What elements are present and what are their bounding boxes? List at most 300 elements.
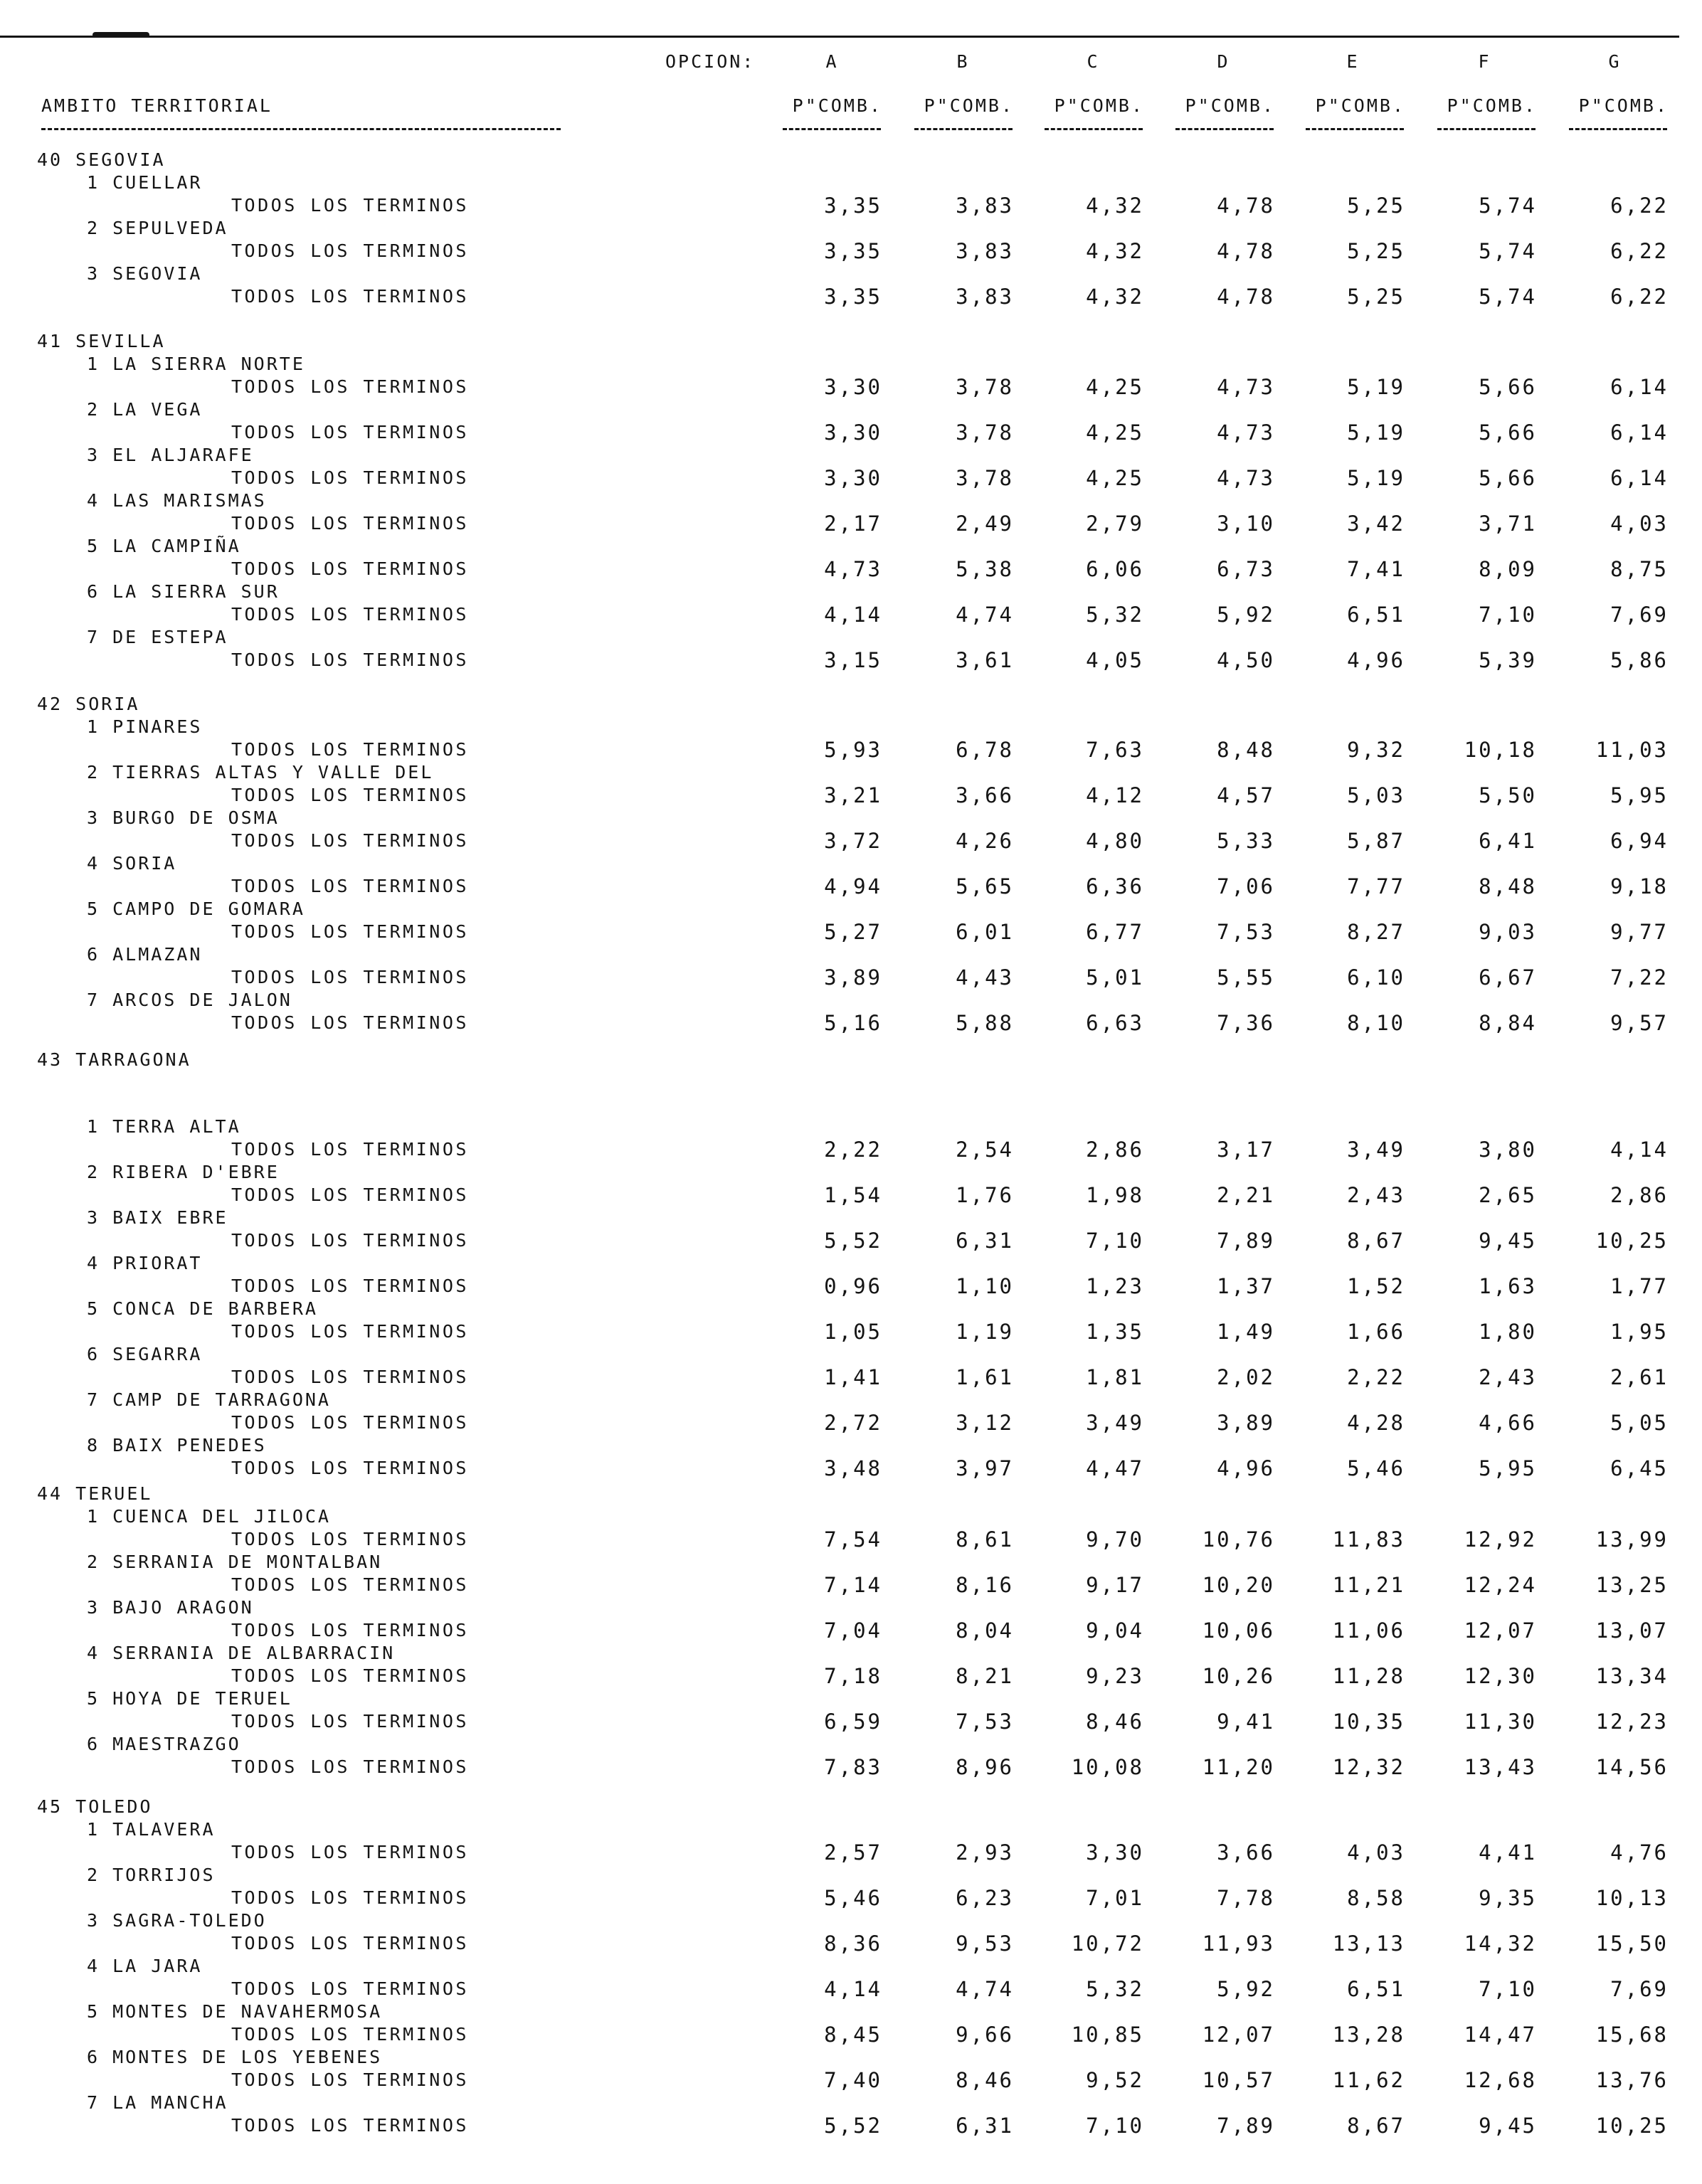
value-cell-a: 7,14: [824, 1573, 882, 1597]
value-cell-e: 11,06: [1332, 1618, 1405, 1643]
value-cell-g: 6,14: [1610, 466, 1669, 490]
province-heading: 44 TERUEL: [37, 1483, 153, 1504]
termino-label: TODOS LOS TERMINOS: [231, 1276, 469, 1296]
value-cell-g: 2,61: [1610, 1365, 1669, 1389]
comarca-label: 6 ALMAZAN: [87, 944, 203, 965]
value-cell-f: 1,80: [1479, 1320, 1537, 1344]
column-letter-a: A: [825, 51, 837, 72]
value-cell-d: 7,89: [1217, 2114, 1275, 2138]
value-cell-a: 3,30: [824, 420, 882, 445]
value-cell-d: 2,21: [1217, 1183, 1275, 1207]
value-cell-f: 12,30: [1464, 1664, 1537, 1688]
value-cell-c: 6,06: [1086, 557, 1144, 581]
column-underline: [1306, 128, 1404, 130]
value-cell-g: 1,95: [1610, 1320, 1669, 1344]
termino-label: TODOS LOS TERMINOS: [231, 650, 469, 670]
value-cell-d: 7,53: [1217, 920, 1275, 944]
value-cell-f: 12,68: [1464, 2068, 1537, 2092]
value-cell-b: 3,78: [956, 375, 1014, 399]
value-cell-b: 8,96: [956, 1755, 1014, 1779]
termino-label: TODOS LOS TERMINOS: [231, 467, 469, 488]
value-cell-g: 1,77: [1610, 1274, 1669, 1298]
value-cell-g: 4,14: [1610, 1138, 1669, 1162]
value-cell-f: 5,74: [1479, 285, 1537, 309]
value-cell-g: 5,05: [1610, 1411, 1669, 1435]
value-cell-d: 5,92: [1217, 1977, 1275, 2001]
value-cell-e: 8,67: [1347, 1229, 1405, 1253]
comarca-label: 1 CUELLAR: [87, 172, 203, 193]
value-cell-d: 12,07: [1202, 2023, 1275, 2047]
value-cell-b: 5,65: [956, 874, 1014, 898]
value-cell-g: 6,22: [1610, 239, 1669, 263]
termino-label: TODOS LOS TERMINOS: [231, 1933, 469, 1954]
termino-label: TODOS LOS TERMINOS: [231, 1711, 469, 1732]
value-cell-g: 5,95: [1610, 783, 1669, 807]
value-cell-g: 15,68: [1595, 2023, 1669, 2047]
value-cell-a: 1,54: [824, 1183, 882, 1207]
comarca-label: 7 ARCOS DE JALON: [87, 990, 292, 1010]
value-cell-b: 8,16: [956, 1573, 1014, 1597]
value-cell-c: 8,46: [1086, 1709, 1144, 1734]
value-cell-b: 5,38: [956, 557, 1014, 581]
comarca-label: 1 TERRA ALTA: [87, 1116, 241, 1137]
value-cell-a: 2,17: [824, 511, 882, 536]
value-cell-f: 8,09: [1479, 557, 1537, 581]
value-cell-f: 12,24: [1464, 1573, 1537, 1597]
comarca-label: 7 LA MANCHA: [87, 2092, 228, 2113]
comarca-label: 6 SEGARRA: [87, 1344, 203, 1364]
value-cell-e: 11,21: [1332, 1573, 1405, 1597]
termino-label: TODOS LOS TERMINOS: [231, 1412, 469, 1433]
value-cell-e: 5,03: [1347, 783, 1405, 807]
value-cell-f: 9,35: [1479, 1886, 1537, 1910]
value-cell-b: 3,97: [956, 1456, 1014, 1480]
value-cell-g: 10,25: [1595, 1229, 1669, 1253]
comarca-label: 4 SORIA: [87, 853, 177, 874]
value-cell-g: 10,25: [1595, 2114, 1669, 2138]
value-cell-a: 1,41: [824, 1365, 882, 1389]
value-cell-e: 2,43: [1347, 1183, 1405, 1207]
value-cell-b: 3,61: [956, 648, 1014, 672]
value-cell-g: 6,94: [1610, 829, 1669, 853]
value-cell-g: 13,07: [1595, 1618, 1669, 1643]
termino-label: TODOS LOS TERMINOS: [231, 785, 469, 805]
value-cell-b: 3,83: [956, 194, 1014, 218]
comarca-label: 1 PINARES: [87, 716, 203, 737]
value-cell-f: 11,30: [1464, 1709, 1537, 1734]
column-subheader-e: P"COMB.: [1315, 95, 1405, 116]
termino-label: TODOS LOS TERMINOS: [231, 921, 469, 942]
value-cell-a: 3,35: [824, 194, 882, 218]
value-cell-c: 4,80: [1086, 829, 1144, 853]
comarca-label: 3 BAJO ARAGON: [87, 1597, 254, 1618]
value-cell-a: 2,72: [824, 1411, 882, 1435]
column-subheader-c: P"COMB.: [1054, 95, 1144, 116]
comarca-label: 3 BURGO DE OSMA: [87, 807, 280, 828]
value-cell-f: 4,66: [1479, 1411, 1537, 1435]
value-cell-b: 8,21: [956, 1664, 1014, 1688]
value-cell-c: 1,23: [1086, 1274, 1144, 1298]
value-cell-e: 5,87: [1347, 829, 1405, 853]
value-cell-f: 5,66: [1479, 375, 1537, 399]
value-cell-e: 8,27: [1347, 920, 1405, 944]
value-cell-a: 4,14: [824, 1977, 882, 2001]
value-cell-c: 9,17: [1086, 1573, 1144, 1597]
value-cell-d: 2,02: [1217, 1365, 1275, 1389]
ambito-underline: [41, 128, 561, 130]
value-cell-c: 3,49: [1086, 1411, 1144, 1435]
value-cell-g: 15,50: [1595, 1931, 1669, 1956]
value-cell-d: 3,17: [1217, 1138, 1275, 1162]
value-cell-f: 13,43: [1464, 1755, 1537, 1779]
value-cell-c: 9,52: [1086, 2068, 1144, 2092]
value-cell-g: 13,25: [1595, 1573, 1669, 1597]
comarca-label: 1 CUENCA DEL JILOCA: [87, 1506, 331, 1527]
value-cell-f: 6,67: [1479, 965, 1537, 990]
value-cell-g: 4,76: [1610, 1840, 1669, 1865]
value-cell-a: 3,35: [824, 285, 882, 309]
comarca-label: 4 SERRANIA DE ALBARRACIN: [87, 1643, 396, 1663]
value-cell-b: 3,66: [956, 783, 1014, 807]
column-underline: [783, 128, 881, 130]
termino-label: TODOS LOS TERMINOS: [231, 376, 469, 397]
column-letter-f: F: [1478, 51, 1489, 72]
value-cell-a: 3,30: [824, 466, 882, 490]
termino-label: TODOS LOS TERMINOS: [231, 1620, 469, 1640]
value-cell-e: 5,46: [1347, 1456, 1405, 1480]
value-cell-d: 3,66: [1217, 1840, 1275, 1865]
value-cell-f: 4,41: [1479, 1840, 1537, 1865]
termino-label: TODOS LOS TERMINOS: [231, 1184, 469, 1205]
value-cell-b: 2,54: [956, 1138, 1014, 1162]
value-cell-e: 6,51: [1347, 1977, 1405, 2001]
value-cell-f: 7,10: [1479, 603, 1537, 627]
value-cell-c: 3,30: [1086, 1840, 1144, 1865]
value-cell-g: 13,34: [1595, 1664, 1669, 1688]
value-cell-e: 1,52: [1347, 1274, 1405, 1298]
value-cell-c: 4,47: [1086, 1456, 1144, 1480]
termino-label: TODOS LOS TERMINOS: [231, 830, 469, 851]
value-cell-d: 4,78: [1217, 239, 1275, 263]
province-heading: 42 SORIA: [37, 694, 140, 714]
value-cell-c: 9,70: [1086, 1527, 1144, 1552]
value-cell-f: 9,45: [1479, 2114, 1537, 2138]
value-cell-e: 5,25: [1347, 194, 1405, 218]
termino-label: TODOS LOS TERMINOS: [231, 1367, 469, 1387]
value-cell-f: 9,03: [1479, 920, 1537, 944]
value-cell-g: 5,86: [1610, 648, 1669, 672]
termino-label: TODOS LOS TERMINOS: [231, 1756, 469, 1777]
termino-label: TODOS LOS TERMINOS: [231, 1321, 469, 1342]
value-cell-c: 1,81: [1086, 1365, 1144, 1389]
comarca-label: 5 CAMPO DE GOMARA: [87, 898, 305, 919]
value-cell-a: 7,18: [824, 1664, 882, 1688]
value-cell-c: 5,32: [1086, 603, 1144, 627]
value-cell-b: 1,19: [956, 1320, 1014, 1344]
value-cell-g: 14,56: [1595, 1755, 1669, 1779]
comarca-label: 2 SEPULVEDA: [87, 218, 228, 238]
value-cell-f: 2,43: [1479, 1365, 1537, 1389]
value-cell-d: 7,36: [1217, 1011, 1275, 1035]
value-cell-f: 8,84: [1479, 1011, 1537, 1035]
value-cell-e: 12,32: [1332, 1755, 1405, 1779]
value-cell-b: 3,78: [956, 420, 1014, 445]
value-cell-b: 6,31: [956, 1229, 1014, 1253]
value-cell-d: 6,73: [1217, 557, 1275, 581]
value-cell-d: 1,49: [1217, 1320, 1275, 1344]
comarca-label: 2 TIERRAS ALTAS Y VALLE DEL: [87, 762, 434, 783]
value-cell-c: 4,32: [1086, 285, 1144, 309]
value-cell-d: 10,20: [1202, 1573, 1275, 1597]
column-subheader-g: P"COMB.: [1578, 95, 1669, 116]
termino-label: TODOS LOS TERMINOS: [231, 1665, 469, 1686]
value-cell-c: 10,72: [1071, 1931, 1144, 1956]
value-cell-b: 8,61: [956, 1527, 1014, 1552]
value-cell-c: 1,35: [1086, 1320, 1144, 1344]
value-cell-a: 3,30: [824, 375, 882, 399]
value-cell-g: 8,75: [1610, 557, 1669, 581]
value-cell-e: 8,58: [1347, 1886, 1405, 1910]
value-cell-d: 4,73: [1217, 466, 1275, 490]
column-letter-b: B: [956, 51, 968, 72]
value-cell-b: 1,76: [956, 1183, 1014, 1207]
value-cell-d: 11,93: [1202, 1931, 1275, 1956]
column-letter-g: G: [1608, 51, 1619, 72]
comarca-label: 4 PRIORAT: [87, 1253, 203, 1273]
value-cell-b: 2,93: [956, 1840, 1014, 1865]
termino-label: TODOS LOS TERMINOS: [231, 876, 469, 896]
ink-mark: [92, 32, 149, 38]
top-rule: [0, 36, 1679, 38]
column-subheader-a: P"COMB.: [792, 95, 882, 116]
value-cell-f: 5,95: [1479, 1456, 1537, 1480]
value-cell-f: 5,66: [1479, 466, 1537, 490]
value-cell-c: 1,98: [1086, 1183, 1144, 1207]
value-cell-a: 3,89: [824, 965, 882, 990]
value-cell-e: 5,19: [1347, 375, 1405, 399]
comarca-label: 4 LA JARA: [87, 1956, 203, 1976]
value-cell-g: 7,69: [1610, 1977, 1669, 2001]
value-cell-e: 10,35: [1332, 1709, 1405, 1734]
comarca-label: 3 SEGOVIA: [87, 263, 203, 284]
value-cell-a: 5,52: [824, 1229, 882, 1253]
value-cell-b: 7,53: [956, 1709, 1014, 1734]
value-cell-c: 6,63: [1086, 1011, 1144, 1035]
column-underline: [1045, 128, 1143, 130]
value-cell-d: 4,57: [1217, 783, 1275, 807]
termino-label: TODOS LOS TERMINOS: [231, 1458, 469, 1478]
value-cell-f: 5,66: [1479, 420, 1537, 445]
value-cell-c: 5,32: [1086, 1977, 1144, 2001]
value-cell-d: 7,06: [1217, 874, 1275, 898]
value-cell-b: 4,26: [956, 829, 1014, 853]
value-cell-f: 5,50: [1479, 783, 1537, 807]
value-cell-b: 3,12: [956, 1411, 1014, 1435]
value-cell-d: 10,57: [1202, 2068, 1275, 2092]
value-cell-b: 1,10: [956, 1274, 1014, 1298]
value-cell-g: 12,23: [1595, 1709, 1669, 1734]
comarca-label: 7 DE ESTEPA: [87, 627, 228, 647]
value-cell-d: 8,48: [1217, 738, 1275, 762]
termino-label: TODOS LOS TERMINOS: [231, 1230, 469, 1251]
value-cell-a: 4,94: [824, 874, 882, 898]
comarca-label: 1 TALAVERA: [87, 1819, 216, 1840]
ambito-label: AMBITO TERRITORIAL: [41, 95, 273, 116]
value-cell-a: 8,36: [824, 1931, 882, 1956]
termino-label: TODOS LOS TERMINOS: [231, 739, 469, 760]
value-cell-d: 1,37: [1217, 1274, 1275, 1298]
value-cell-g: 9,18: [1610, 874, 1669, 898]
value-cell-d: 10,06: [1202, 1618, 1275, 1643]
value-cell-g: 11,03: [1595, 738, 1669, 762]
value-cell-d: 4,96: [1217, 1456, 1275, 1480]
value-cell-f: 14,47: [1464, 2023, 1537, 2047]
value-cell-b: 8,46: [956, 2068, 1014, 2092]
value-cell-d: 9,41: [1217, 1709, 1275, 1734]
value-cell-e: 4,96: [1347, 648, 1405, 672]
value-cell-g: 6,22: [1610, 285, 1669, 309]
comarca-label: 2 TORRIJOS: [87, 1865, 216, 1885]
termino-label: TODOS LOS TERMINOS: [231, 2115, 469, 2136]
value-cell-f: 1,63: [1479, 1274, 1537, 1298]
value-cell-g: 13,76: [1595, 2068, 1669, 2092]
value-cell-e: 6,10: [1347, 965, 1405, 990]
value-cell-g: 6,14: [1610, 375, 1669, 399]
value-cell-g: 7,69: [1610, 603, 1669, 627]
value-cell-b: 4,74: [956, 1977, 1014, 2001]
value-cell-f: 2,65: [1479, 1183, 1537, 1207]
value-cell-f: 3,71: [1479, 511, 1537, 536]
column-subheader-b: P"COMB.: [924, 95, 1014, 116]
value-cell-e: 13,13: [1332, 1931, 1405, 1956]
value-cell-d: 10,76: [1202, 1527, 1275, 1552]
value-cell-f: 9,45: [1479, 1229, 1537, 1253]
value-cell-f: 14,32: [1464, 1931, 1537, 1956]
value-cell-c: 4,32: [1086, 239, 1144, 263]
value-cell-a: 7,40: [824, 2068, 882, 2092]
value-cell-c: 4,12: [1086, 783, 1144, 807]
value-cell-d: 11,20: [1202, 1755, 1275, 1779]
comarca-label: 5 LA CAMPIÑA: [87, 536, 241, 556]
value-cell-b: 2,49: [956, 511, 1014, 536]
value-cell-a: 7,54: [824, 1527, 882, 1552]
value-cell-g: 13,99: [1595, 1527, 1669, 1552]
value-cell-c: 6,77: [1086, 920, 1144, 944]
value-cell-d: 5,55: [1217, 965, 1275, 990]
value-cell-e: 3,42: [1347, 511, 1405, 536]
value-cell-c: 7,10: [1086, 1229, 1144, 1253]
termino-label: TODOS LOS TERMINOS: [231, 1978, 469, 1999]
value-cell-e: 5,19: [1347, 420, 1405, 445]
termino-label: TODOS LOS TERMINOS: [231, 1887, 469, 1908]
value-cell-a: 6,59: [824, 1709, 882, 1734]
value-cell-c: 7,10: [1086, 2114, 1144, 2138]
value-cell-d: 10,26: [1202, 1664, 1275, 1688]
value-cell-a: 3,15: [824, 648, 882, 672]
value-cell-c: 4,25: [1086, 375, 1144, 399]
column-subheader-d: P"COMB.: [1185, 95, 1275, 116]
value-cell-d: 4,50: [1217, 648, 1275, 672]
value-cell-f: 5,74: [1479, 194, 1537, 218]
value-cell-b: 6,23: [956, 1886, 1014, 1910]
column-underline: [1437, 128, 1536, 130]
column-letter-c: C: [1087, 51, 1098, 72]
value-cell-a: 8,45: [824, 2023, 882, 2047]
termino-label: TODOS LOS TERMINOS: [231, 967, 469, 987]
comarca-label: 2 RIBERA D'EBRE: [87, 1162, 280, 1182]
column-letter-d: D: [1217, 51, 1228, 72]
comarca-label: 2 LA VEGA: [87, 399, 203, 420]
comarca-label: 7 CAMP DE TARRAGONA: [87, 1389, 331, 1410]
comarca-label: 5 HOYA DE TERUEL: [87, 1688, 292, 1709]
province-heading: 45 TOLEDO: [37, 1796, 153, 1817]
value-cell-e: 9,32: [1347, 738, 1405, 762]
value-cell-a: 7,04: [824, 1618, 882, 1643]
opcion-label: OPCION:: [665, 51, 756, 72]
value-cell-e: 11,62: [1332, 2068, 1405, 2092]
value-cell-e: 5,19: [1347, 466, 1405, 490]
termino-label: TODOS LOS TERMINOS: [231, 604, 469, 625]
comarca-label: 3 EL ALJARAFE: [87, 445, 254, 465]
value-cell-e: 7,77: [1347, 874, 1405, 898]
value-cell-a: 2,57: [824, 1840, 882, 1865]
value-cell-b: 4,43: [956, 965, 1014, 990]
termino-label: TODOS LOS TERMINOS: [231, 1529, 469, 1549]
value-cell-c: 10,85: [1071, 2023, 1144, 2047]
value-cell-d: 4,78: [1217, 285, 1275, 309]
value-cell-e: 5,25: [1347, 285, 1405, 309]
value-cell-e: 11,83: [1332, 1527, 1405, 1552]
termino-label: TODOS LOS TERMINOS: [231, 2069, 469, 2090]
value-cell-c: 4,25: [1086, 420, 1144, 445]
value-cell-a: 0,96: [824, 1274, 882, 1298]
value-cell-a: 3,35: [824, 239, 882, 263]
value-cell-b: 4,74: [956, 603, 1014, 627]
value-cell-e: 6,51: [1347, 603, 1405, 627]
termino-label: TODOS LOS TERMINOS: [231, 513, 469, 534]
value-cell-a: 3,72: [824, 829, 882, 853]
value-cell-a: 2,22: [824, 1138, 882, 1162]
value-cell-c: 4,32: [1086, 194, 1144, 218]
value-cell-g: 6,22: [1610, 194, 1669, 218]
value-cell-c: 9,04: [1086, 1618, 1144, 1643]
value-cell-g: 9,77: [1610, 920, 1669, 944]
value-cell-g: 4,03: [1610, 511, 1669, 536]
comarca-label: 3 BAIX EBRE: [87, 1207, 228, 1228]
comarca-label: 3 SAGRA-TOLEDO: [87, 1910, 267, 1931]
value-cell-f: 8,48: [1479, 874, 1537, 898]
value-cell-d: 5,33: [1217, 829, 1275, 853]
value-cell-d: 3,89: [1217, 1411, 1275, 1435]
value-cell-g: 7,22: [1610, 965, 1669, 990]
value-cell-d: 4,78: [1217, 194, 1275, 218]
value-cell-e: 1,66: [1347, 1320, 1405, 1344]
value-cell-f: 6,41: [1479, 829, 1537, 853]
value-cell-a: 1,05: [824, 1320, 882, 1344]
province-heading: 40 SEGOVIA: [37, 149, 166, 170]
value-cell-f: 12,07: [1464, 1618, 1537, 1643]
column-letter-e: E: [1346, 51, 1358, 72]
value-cell-b: 3,83: [956, 285, 1014, 309]
value-cell-b: 8,04: [956, 1618, 1014, 1643]
value-cell-e: 8,67: [1347, 2114, 1405, 2138]
termino-label: TODOS LOS TERMINOS: [231, 195, 469, 216]
value-cell-e: 11,28: [1332, 1664, 1405, 1688]
comarca-label: 6 MONTES DE LOS YEBENES: [87, 2047, 383, 2067]
value-cell-b: 9,53: [956, 1931, 1014, 1956]
value-cell-a: 4,14: [824, 603, 882, 627]
termino-label: TODOS LOS TERMINOS: [231, 240, 469, 261]
